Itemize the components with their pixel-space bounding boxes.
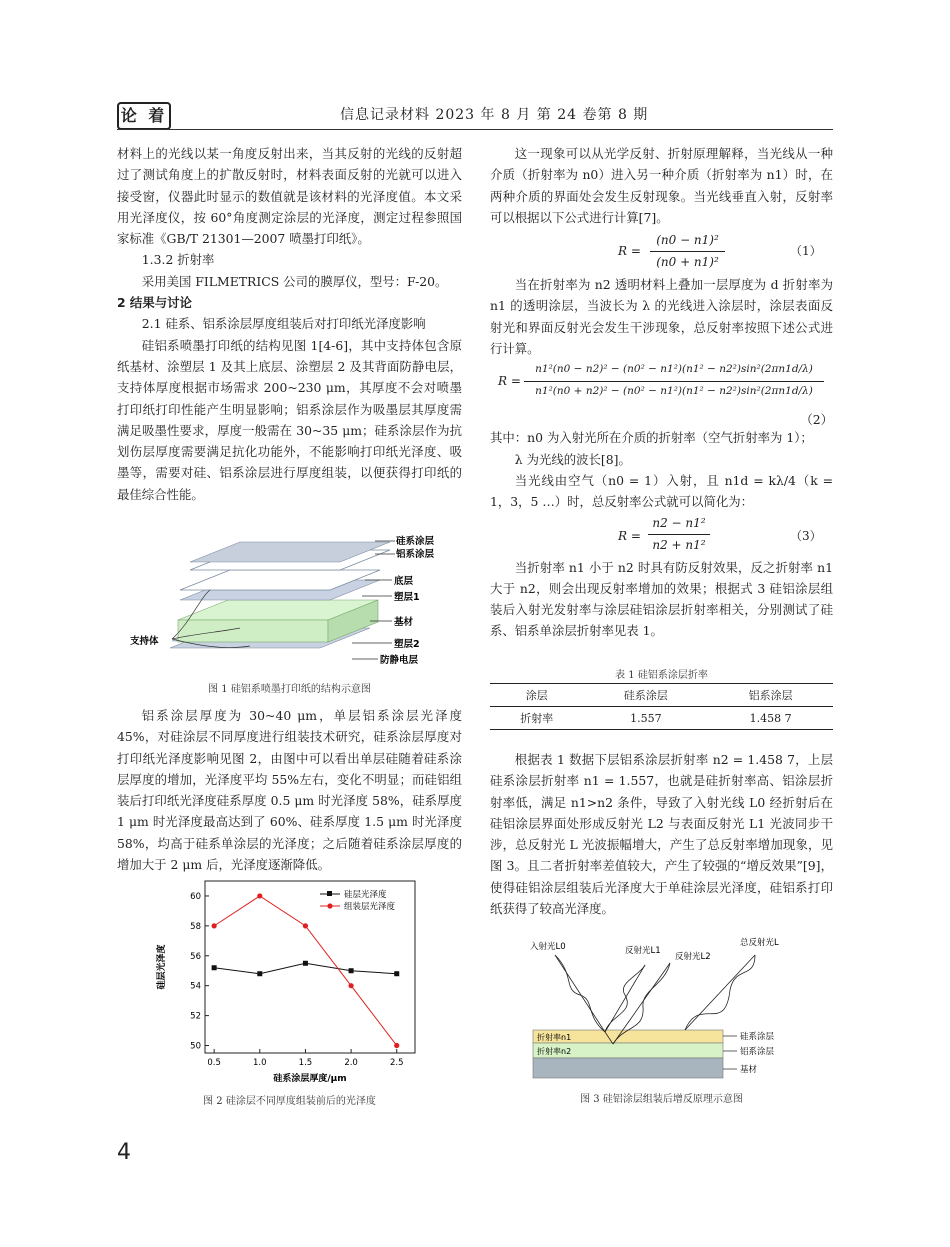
data-point	[394, 1043, 399, 1048]
left-para-refractive: 采用美国 FILMETRICS 公司的膜厚仪，型号：F-20。	[141, 273, 448, 289]
series-line-1	[214, 896, 397, 1046]
equation-3	[490, 513, 833, 557]
figure-1-caption: 图 1 硅铝系喷墨打印纸的结构示意图	[208, 684, 371, 695]
fig1-label-base: 基材	[394, 617, 414, 628]
eq3-denominator: n2 + n1²	[652, 537, 706, 552]
right-para-6: 根据表 1 数据下层铝系涂层折射率 n2 = 1.458 7，上层硅系涂层折射率 n1 = 1.557，也就是硅折射率高、铝涂层折射率低，满足 n1>n2 条件，导致了入射光线 L0 经折射后在硅铝涂层界面处形成反射光 L2 与表面反射光 L1 光波同步干涉，总反射光 L 光波振幅增大，产生了总反射率增加现象，见图 3。且二者折射率差值较大，产生了较强的“增反效果”[9]，使得硅铝涂层组装后光泽度大于单硅涂层光泽度，硅铝系打印纸获得了较高光泽度。	[490, 752, 833, 917]
eq2-lhs: R =	[498, 374, 521, 389]
page-number: 4	[117, 1140, 131, 1165]
fig3-al-label: 铝系涂层	[740, 1047, 775, 1057]
left-para-2: 硅铝系喷墨打印纸的结构见图 1[4-6]，其中支持体包含原纸基材、涂塑层 1 及其上底层、涂塑层 2 及其背面防静电层，支持体厚度根据市场需求 200~230 μm，其厚度不会对喷墨打印纸打印性能产生明显影响；铝系涂层作为吸墨层其厚度需满足吸墨性要求，厚度一般需在 30~35 μm；硅系涂层作为抗划伤层厚度需要满足抗化功能外，不能影响打印纸光泽度、吸墨等，需要对硅、铝系涂层进行厚度组装，以便获得打印纸的最佳综合性能。	[117, 337, 462, 502]
data-point	[212, 923, 217, 928]
data-point	[348, 983, 353, 988]
data-point	[394, 971, 399, 976]
table-cell: 折射率	[520, 712, 554, 725]
fig1-label-plastic1: 塑层1	[394, 592, 420, 603]
figure-1-structure	[130, 528, 450, 673]
equation-2	[490, 359, 833, 409]
right-para-4: 当光线由空气（n0 = 1）入射，且 n1d = kλ/4（k = 1，3，5 …）时，总反射率公式就可以简化为：	[490, 472, 833, 510]
eq1-lhs: R =	[618, 244, 641, 259]
eq3-lhs: R =	[618, 528, 641, 543]
fig3-base-label: 基材	[740, 1065, 758, 1075]
legend-assembled: 组装层光泽度	[344, 902, 396, 912]
journal-header: 信息记录材料 2023 年 8 月 第 24 卷第 8 期	[340, 107, 649, 123]
header-rule	[117, 129, 833, 130]
y-tick-label: 50	[190, 1041, 201, 1052]
y-tick-label: 58	[190, 921, 201, 932]
legend-si: 硅层光泽度	[344, 890, 387, 900]
legend	[320, 889, 396, 912]
fig3-si-label: 硅系涂层	[740, 1032, 775, 1042]
table-1-caption: 表 1 硅铝系涂层折率	[615, 670, 708, 681]
right-column-bottom	[490, 749, 833, 919]
fig1-label-si: 硅系涂层	[396, 536, 435, 547]
eq1-numerator: (n0 − n1)²	[650, 230, 725, 252]
fig1-label-bottom: 底层	[394, 576, 414, 587]
right-column	[490, 143, 833, 642]
x-tick-label: 1.0	[253, 1058, 267, 1068]
right-para-5: 当折射率 n1 小于 n2 时具有防反射效果，反之折射率 n1 大于 n2，则会出现反射率增加的效果；根据式 3 硅铝涂层组装后入射光发射率与涂层硅铝涂层折射率相关，分别测试了硅系、铝系单涂层折射率见表 1。	[490, 559, 833, 639]
eq2-number: （2）	[800, 412, 833, 428]
legend-marker-assembled	[327, 903, 332, 908]
eq2-denominator: n1²(n0 + n2)² − (n0² − n1²)(n1² − n2²)sin²(2πn1d/λ)	[535, 385, 813, 398]
data-point	[257, 893, 262, 898]
data-point	[257, 971, 262, 976]
fig3-n1-label: 折射率n1	[537, 1033, 572, 1042]
fig1-label-plastic2: 塑层2	[394, 639, 420, 650]
fig3-incident-label: 入射光L0	[530, 942, 566, 952]
figure-2-chart	[150, 875, 430, 1085]
layer-base	[533, 1058, 723, 1078]
y-tick-label: 56	[190, 951, 201, 962]
right-para-3b: λ 为光线的波长[8]。	[514, 451, 631, 467]
y-tick-label: 60	[190, 891, 201, 902]
x-tick-label: 2.0	[344, 1058, 358, 1068]
eq2-numerator: n1²(n0 − n2)² − (n0² − n1²)(n1² − n2²)sin²(2πn1d/λ)	[524, 359, 824, 381]
right-para-3a: 其中：n0 为入射光所在介质的折射率（空气折射率为 1）；	[490, 430, 813, 446]
table-header-row	[490, 684, 833, 707]
heading-2: 2 结果与讨论	[117, 295, 192, 311]
y-tick-label: 54	[190, 981, 201, 992]
x-tick-label: 1.5	[298, 1058, 313, 1068]
section-tag: 论 着	[117, 102, 171, 130]
eq1-number: （1）	[790, 244, 822, 259]
fig1-label-support: 支持体	[130, 636, 159, 647]
table-cell: 1.458 7	[749, 711, 792, 725]
equation-1	[490, 228, 833, 274]
table-header-cell: 涂层	[525, 689, 548, 702]
x-axis-label: 硅系涂层厚度/μm	[273, 1074, 347, 1084]
data-point	[303, 923, 308, 928]
fig3-n2-label: 折射率n2	[537, 1047, 572, 1056]
fig3-l1-label: 反射光L1	[625, 946, 661, 956]
eq3-number: （3）	[790, 528, 822, 543]
figure-2-caption: 图 2 硅涂层不同厚度组装前后的光泽度	[203, 1096, 376, 1107]
left-para-1: 材料上的光线以某一角度反射出来，当其反射的光线的反射超过了测试角度上的扩散反射时，材料表面反射的光就可以进入接受窗，仪器此时显示的数值就是该材料的光泽度值。本文采用光泽度仪，按 60°角度测定涂层的光泽度，测定过程参照国家标准《GB/T 21301—2007 喷墨打印纸》。	[117, 146, 462, 247]
left-column-bottom	[117, 705, 462, 875]
table-cell: 1.557	[630, 711, 662, 725]
y-tick-label: 52	[190, 1011, 201, 1022]
data-point	[349, 968, 354, 973]
table-row	[490, 707, 833, 730]
figure-3-caption: 图 3 硅铝涂层组装后增反原理示意图	[580, 1094, 743, 1105]
data-point	[303, 961, 308, 966]
fig1-label-al: 铝系涂层	[396, 549, 435, 560]
eq3-numerator: n2 − n1²	[648, 513, 710, 535]
x-tick-label: 2.5	[389, 1058, 404, 1068]
y-axis-label: 硅层光泽度	[157, 944, 167, 990]
heading-2-1: 2.1 硅系、铝系涂层厚度组装后对打印纸光泽度影响	[141, 316, 426, 332]
legend-marker-si	[327, 891, 332, 896]
heading-1-3-2: 1.3.2 折射率	[141, 252, 215, 268]
fig1-label-antistatic: 防静电层	[380, 655, 419, 666]
right-para-1: 这一现象可以从光学反射、折射原理解释，当光线从一种介质（折射率为 n0）进入另一种介质（折射率为 n1）时，在两种介质的界面处会发生反射现象。当光线垂直入射，反射率可以根据以下公式进行计算[7]。	[490, 146, 833, 225]
fig3-total-label: 总反射光L	[740, 938, 779, 948]
left-column-top	[117, 143, 462, 505]
right-para-2: 当在折射率为 n2 透明材料上叠加一层厚度为 d 折射率为 n1 的透明涂层，当波长为 λ 的光线进入涂层时，涂层表面反射光和界面反射光会发生干涉现象，总反射率按照下述公式进行计算。	[490, 277, 833, 357]
eq1-denominator: (n0 + n1)²	[656, 255, 719, 270]
table-header-cell: 硅系涂层	[623, 689, 668, 702]
fig3-l2-label: 反射光L2	[675, 952, 711, 962]
table-1	[490, 683, 833, 730]
layer-base-front	[178, 620, 328, 642]
x-tick-label: 0.5	[207, 1058, 221, 1068]
figure-3-interference	[525, 935, 815, 1085]
left-para-3: 铝系涂层厚度为 30~40 μm，单层铝系涂层光泽度 45%，对硅涂层不同厚度进行组装技术研究，硅系涂层厚度对打印纸光泽度影响见图 2，由图中可以看出单层硅随着硅系涂层厚度的增加，光泽度平均 55%左右，变化不明显；而硅铝组装后打印纸光泽度硅系厚度 0.5 μm 时光泽度 58%，硅系厚度 1 μm 时光泽度最高达到了 60%、硅系厚度 1.5 μm 时光泽度 58%，均高于硅系单涂层的光泽度；之后随着硅系涂层厚度的增加大于 2 μm 后，光泽度逐渐降低。	[117, 708, 462, 873]
table-header-cell: 铝系涂层	[748, 689, 793, 702]
data-point	[212, 965, 217, 970]
